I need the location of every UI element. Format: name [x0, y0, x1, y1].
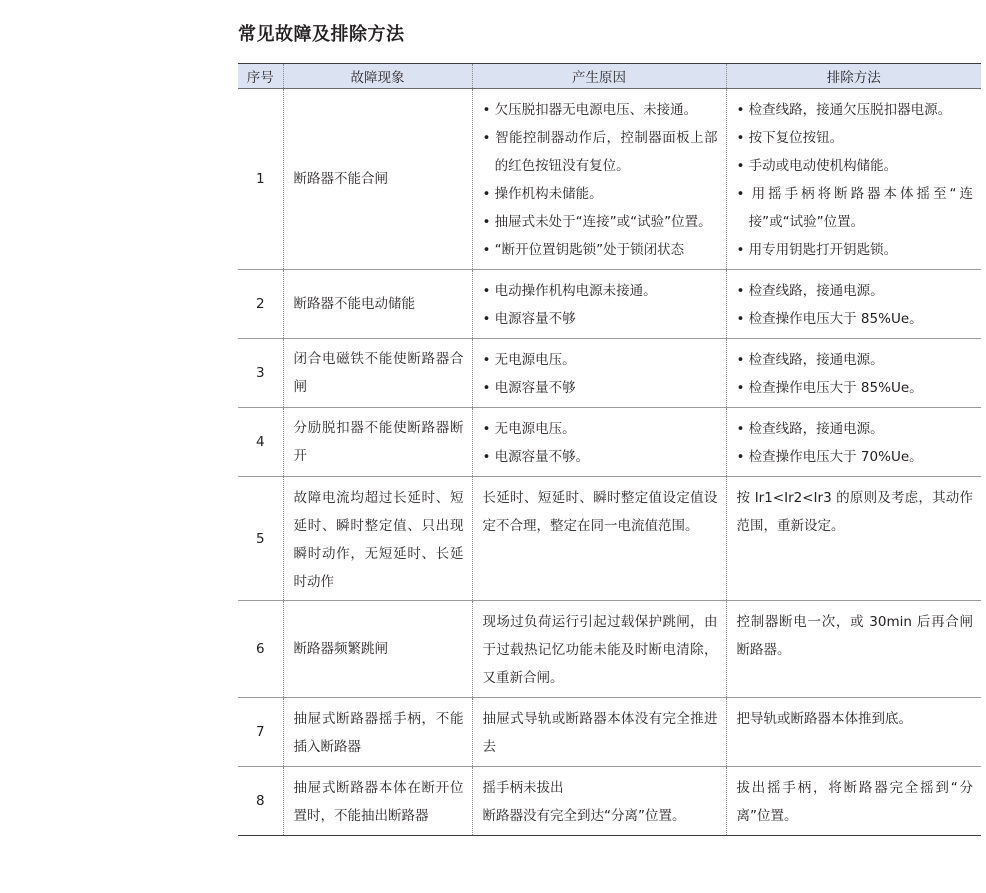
table-row	[238, 339, 981, 408]
cause-cell: 长延时、短延时、瞬时整定值设定值设定不合理，整定在同一电流值范围。	[472, 477, 726, 601]
symptom-cell: 故障电流均超过长延时、短延时、瞬时整定值、只出现瞬时动作，无短延时、长延时动作	[283, 477, 472, 601]
cause-item: • 电源容量不够	[483, 374, 718, 402]
header-cause: 产生原因	[472, 64, 726, 89]
row-number: 8	[238, 767, 283, 836]
symptom-cell: 断路器频繁跳闸	[283, 601, 472, 698]
cause-item: • 智能控制器动作后，控制器面板上部的红色按钮没有复位。	[483, 124, 718, 180]
remedy-item: • 用摇手柄将断路器本体摇至“连接”或“试验”位置。	[737, 180, 974, 236]
symptom-cell: 闭合电磁铁不能使断路器合闸	[283, 339, 472, 408]
header-remedy: 排除方法	[726, 64, 981, 89]
remedy-item: • 检查操作电压大于 70%Ue。	[737, 443, 974, 471]
remedy-item: • 按下复位按钮。	[737, 124, 974, 152]
symptom-cell: 抽屉式断路器本体在断开位置时，不能抽出断路器	[283, 767, 472, 836]
row-number: 4	[238, 408, 283, 477]
cause-cell	[472, 339, 726, 408]
cause-cell	[472, 408, 726, 477]
remedy-cell: 把导轨或断路器本体推到底。	[726, 698, 981, 767]
cause-item: • 无电源电压。	[483, 346, 718, 374]
header-symptom: 故障现象	[283, 64, 472, 89]
table-row	[238, 408, 981, 477]
remedy-item: • 检查线路，接通电源。	[737, 277, 974, 305]
table-row	[238, 89, 981, 270]
remedy-item: • 用专用钥匙打开钥匙锁。	[737, 236, 974, 264]
cause-line: 摇手柄未拔出	[482, 780, 564, 796]
table-header-row	[238, 64, 981, 89]
cause-cell	[472, 89, 726, 270]
symptom-cell: 分励脱扣器不能使断路器断开	[283, 408, 472, 477]
table-row	[238, 767, 981, 836]
remedy-item: • 检查操作电压大于 85%Ue。	[737, 305, 974, 333]
cause-item: • 操作机构未储能。	[483, 180, 718, 208]
symptom-cell: 断路器不能电动储能	[283, 270, 472, 339]
remedy-item: • 手动或电动使机构储能。	[737, 152, 974, 180]
remedy-cell	[726, 89, 981, 270]
cause-cell	[472, 767, 726, 836]
cause-item: • 欠压脱扣器无电源电压、未接通。	[483, 96, 718, 124]
cause-item: • 电源容量不够	[483, 305, 718, 333]
row-number: 3	[238, 339, 283, 408]
remedy-cell	[726, 339, 981, 408]
header-no: 序号	[238, 64, 283, 89]
page-title: 常见故障及排除方法	[238, 24, 405, 45]
fault-table	[238, 63, 981, 836]
remedy-item: • 检查操作电压大于 85%Ue。	[737, 374, 974, 402]
cause-item: • “断开位置钥匙锁”处于锁闭状态	[483, 236, 718, 264]
remedy-item: • 检查线路，接通欠压脱扣器电源。	[737, 96, 974, 124]
row-number: 7	[238, 698, 283, 767]
cause-item: • 电动操作机构电源未接通。	[483, 277, 718, 305]
remedy-item: • 检查线路，接通电源。	[737, 346, 974, 374]
remedy-cell	[726, 270, 981, 339]
remedy-cell: 按 Ir1<Ir2<Ir3 的原则及考虑，其动作范围，重新设定。	[726, 477, 981, 601]
row-number: 6	[238, 601, 283, 698]
row-number: 2	[238, 270, 283, 339]
table-row	[238, 477, 981, 601]
symptom-cell: 抽屉式断路器摇手柄，不能插入断路器	[283, 698, 472, 767]
table-row	[238, 601, 981, 698]
cause-item: • 电源容量不够。	[483, 443, 718, 471]
remedy-cell: 拔出摇手柄，将断路器完全摇到“分离”位置。	[726, 767, 981, 836]
cause-item: • 抽屉式未处于“连接”或“试验”位置。	[483, 208, 718, 236]
cause-cell: 现场过负荷运行引起过载保护跳闸，由于过载热记忆功能未能及时断电清除，又重新合闸。	[472, 601, 726, 698]
symptom-cell: 断路器不能合闸	[283, 89, 472, 270]
remedy-cell	[726, 408, 981, 477]
cause-item: • 无电源电压。	[483, 415, 718, 443]
row-number: 5	[238, 477, 283, 601]
cause-line: 断路器没有完全到达“分离”位置。	[482, 808, 686, 824]
table-row	[238, 698, 981, 767]
cause-cell: 抽屉式导轨或断路器本体没有完全推进去	[472, 698, 726, 767]
row-number: 1	[238, 89, 283, 270]
table-row	[238, 270, 981, 339]
cause-cell	[472, 270, 726, 339]
remedy-cell: 控制器断电一次，或 30min 后再合闸断路器。	[726, 601, 981, 698]
remedy-item: • 检查线路，接通电源。	[737, 415, 974, 443]
